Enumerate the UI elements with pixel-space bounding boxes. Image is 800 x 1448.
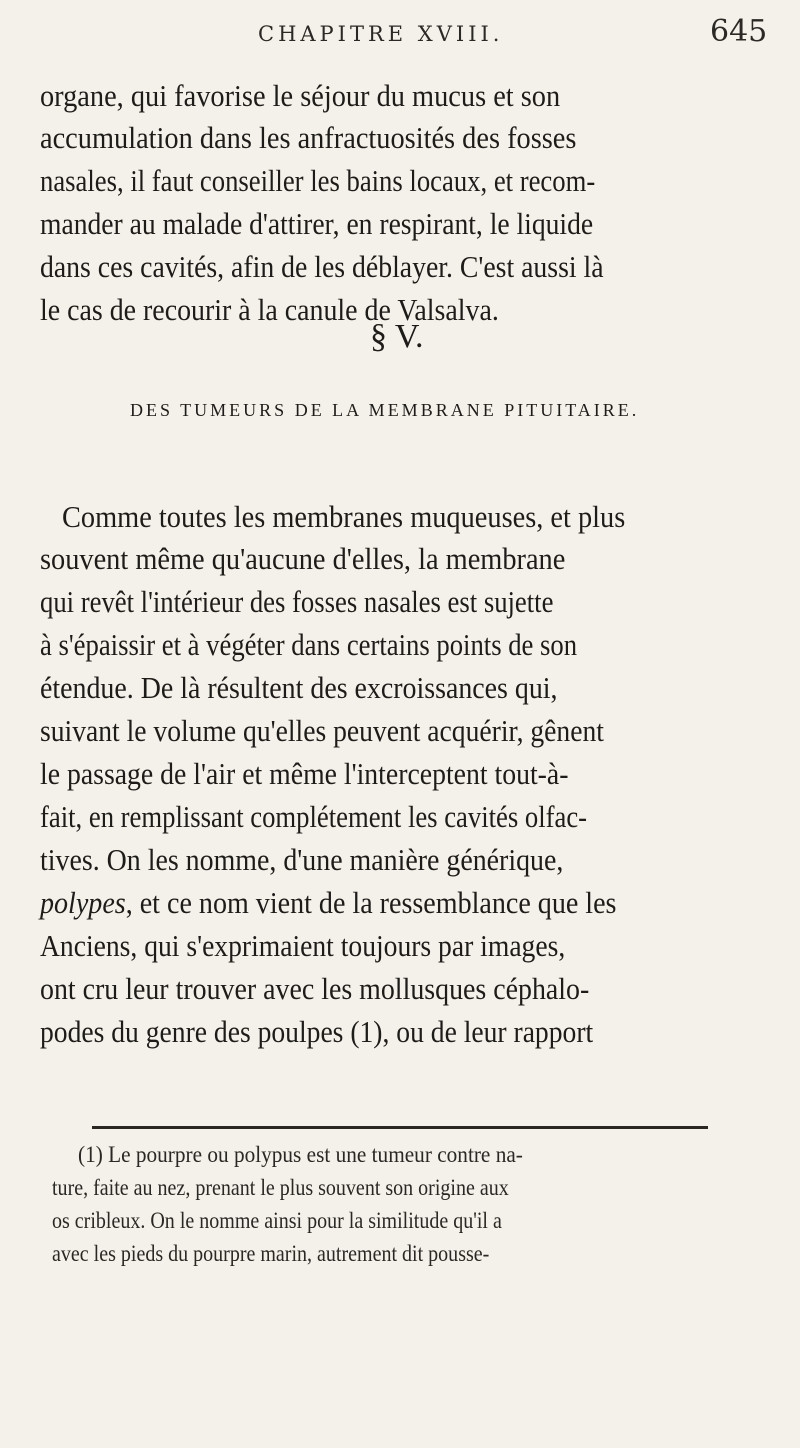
body-line-10-rest: , et ce nom vient de la ressemblance que les bbox=[125, 885, 617, 920]
footnote-line-1: (1) Le pourpre ou polypus est une tumeur contre na- bbox=[78, 1142, 523, 1167]
section-mark: § V. bbox=[370, 318, 424, 355]
body-line-5: étendue. De là résultent des excroissances qui, bbox=[40, 670, 558, 705]
italic-term: polypes bbox=[40, 885, 126, 920]
intro-line-2: accumulation dans les anfractuosités des fosses bbox=[40, 120, 577, 155]
body-line-9: tives. On les nomme, d'une manière générique, bbox=[40, 842, 564, 877]
body-line-3: qui revêt l'intérieur des fosses nasales est sujette bbox=[40, 584, 554, 619]
body-line-1: Comme toutes les membranes muqueuses, et plus bbox=[62, 499, 626, 534]
footnote-line-2: ture, faite au nez, prenant le plus souvent son origine aux bbox=[52, 1175, 509, 1200]
footnote-rule bbox=[92, 1126, 708, 1129]
footnote-line-4: avec les pieds du pourpre marin, autrement dit pousse- bbox=[52, 1241, 490, 1266]
page-number: 645 bbox=[710, 14, 768, 49]
intro-line-3: nasales, il faut conseiller les bains locaux, et recom- bbox=[40, 163, 596, 198]
footnote-line-3: os cribleux. On le nomme ainsi pour la similitude qu'il a bbox=[52, 1208, 502, 1233]
section-title: DES TUMEURS DE LA MEMBRANE PITUITAIRE. bbox=[130, 400, 640, 420]
intro-line-6: le cas de recourir à la canule de Valsalva. bbox=[40, 292, 499, 327]
body-line-6: suivant le volume qu'elles peuvent acquérir, gênent bbox=[40, 713, 604, 748]
body-line-2: souvent même qu'aucune d'elles, la membrane bbox=[40, 541, 566, 576]
body-line-8: fait, en remplissant complétement les cavités olfac- bbox=[40, 799, 588, 834]
intro-line-1: organe, qui favorise le séjour du mucus et son bbox=[40, 78, 561, 113]
intro-line-4: mander au malade d'attirer, en respirant, le liquide bbox=[40, 206, 594, 241]
body-line-10 bbox=[40, 885, 616, 921]
intro-line-5: dans ces cavités, afin de les déblayer. C'est aussi là bbox=[40, 249, 604, 284]
body-line-13: podes du genre des poulpes (1), ou de leur rapport bbox=[40, 1014, 594, 1049]
body-line-4: à s'épaissir et à végéter dans certains points de son bbox=[40, 627, 578, 662]
body-line-7: le passage de l'air et même l'interceptent tout-à- bbox=[40, 756, 569, 791]
running-head: CHAPITRE XVIII. bbox=[258, 22, 504, 46]
body-line-11: Anciens, qui s'exprimaient toujours par images, bbox=[40, 928, 566, 963]
body-line-12: ont cru leur trouver avec les mollusques céphalo- bbox=[40, 971, 590, 1006]
